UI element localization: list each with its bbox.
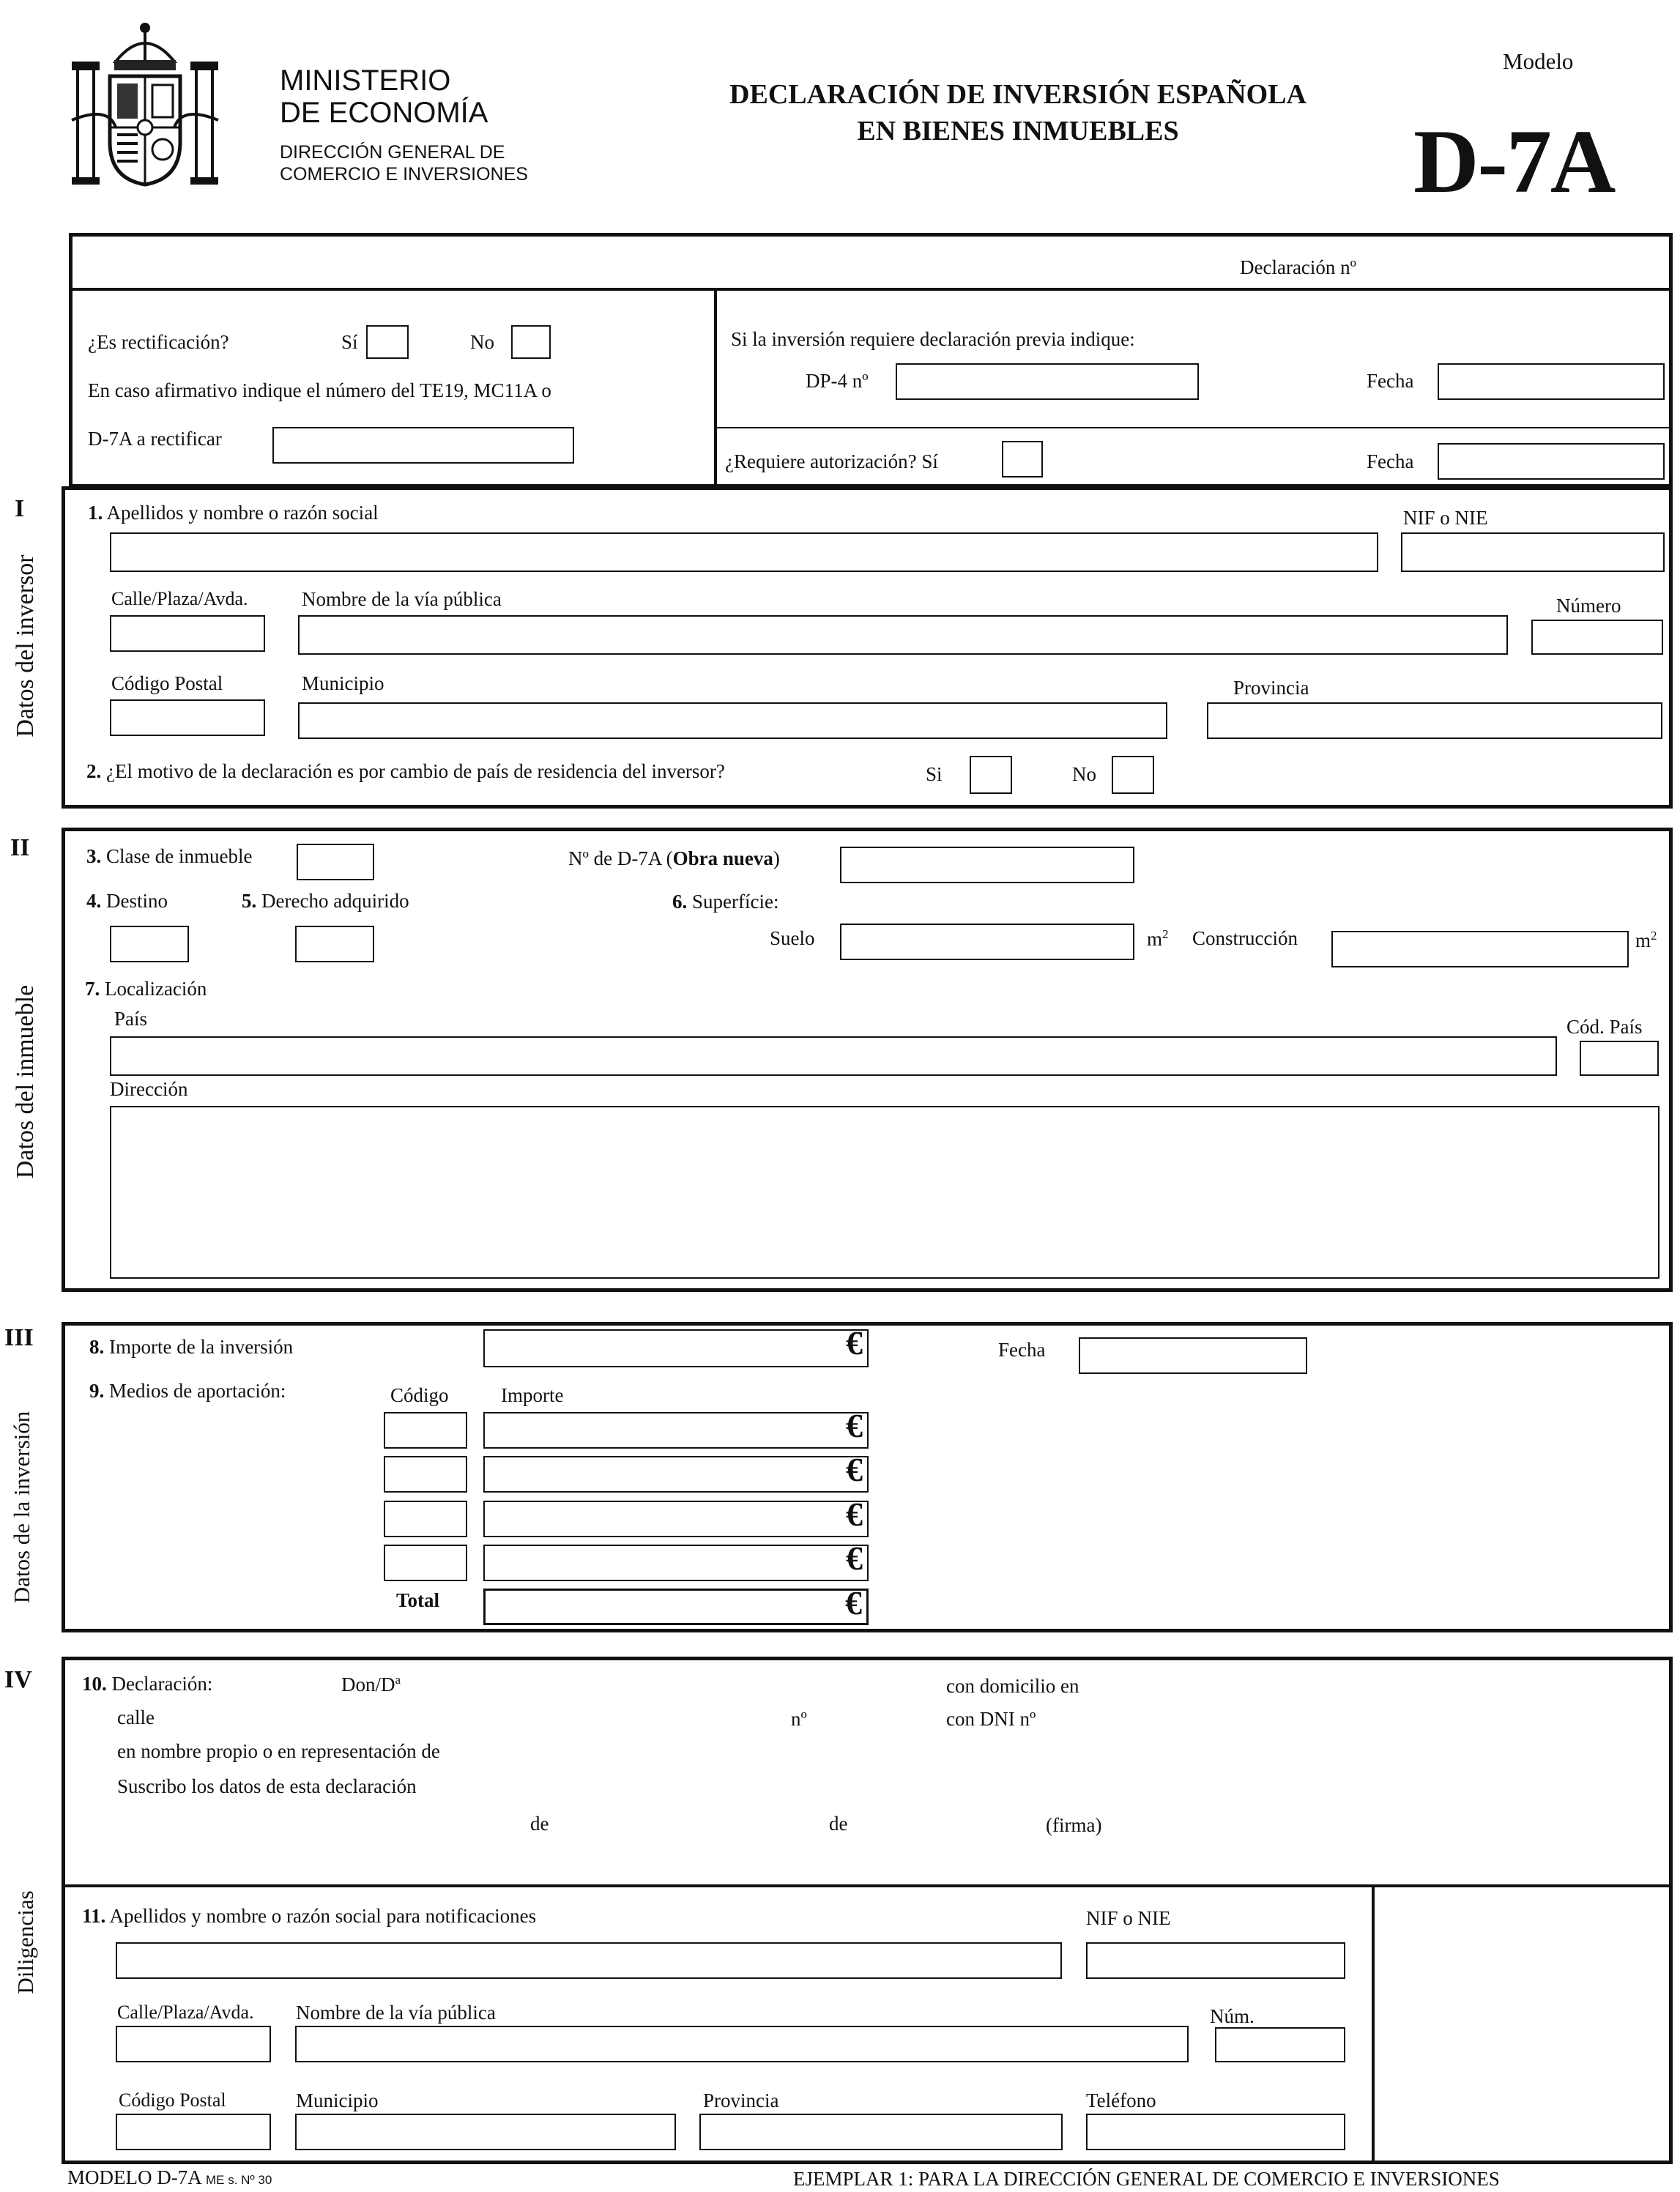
- nif-nie-input[interactable]: [1401, 532, 1665, 572]
- nombre-via-input[interactable]: [298, 615, 1508, 655]
- derecho-adquirido-input[interactable]: [295, 926, 374, 962]
- suelo-unit-m: m: [1147, 928, 1163, 950]
- rectificacion-si-label: Sí: [341, 331, 358, 353]
- codigo-postal-label: Código Postal: [111, 672, 223, 694]
- q2-label: [86, 760, 725, 783]
- municipio-input[interactable]: [298, 702, 1167, 739]
- municipio-label: Municipio: [302, 672, 384, 694]
- top-block-divider: [69, 288, 1673, 291]
- obra-nueva-input[interactable]: [840, 847, 1134, 883]
- footer-modelo: [67, 2166, 272, 2189]
- notif-nombre-via-input[interactable]: [295, 2026, 1189, 2062]
- q5-label: [242, 890, 409, 913]
- q8-text: Importe de la inversión: [109, 1336, 294, 1358]
- q1-label: [88, 502, 379, 524]
- top-block-split: [714, 288, 717, 488]
- directorate-line2: COMERCIO E INVERSIONES: [280, 164, 528, 185]
- form-title: [630, 76, 1406, 149]
- notif-num-label: Núm.: [1210, 2005, 1255, 2027]
- construccion-unit-sup: 2: [1651, 929, 1657, 943]
- importe-inversion-input[interactable]: [483, 1324, 869, 1367]
- footer-ejemplar: EJEMPLAR 1: PARA LA DIRECCIÓN GENERAL DE COMERCIO E INVERSIONES: [793, 2168, 1500, 2190]
- en-nombre-propio-text: en nombre propio o en representación de: [117, 1740, 440, 1762]
- aportacion-importe-input-1[interactable]: [483, 1407, 869, 1449]
- directorate-line1: DIRECCIÓN GENERAL DE: [280, 142, 505, 163]
- q10-number: 10.: [82, 1673, 107, 1695]
- dp4-label: DP-4 nº: [806, 370, 869, 392]
- obra-nueva-label: [568, 847, 780, 870]
- notif-nombre-via-label: Nombre de la vía pública: [296, 2002, 496, 2024]
- don-sup: a: [395, 1673, 401, 1687]
- cod-pais-label: Cód. País: [1566, 1016, 1643, 1038]
- numero-input[interactable]: [1531, 620, 1663, 655]
- requiere-autorizacion-text: ¿Requiere autorización?: [725, 450, 917, 472]
- dp4-fecha-label: Fecha: [1367, 370, 1414, 392]
- obra-nueva-bold: Obra nueva: [672, 847, 773, 869]
- q9-text: Medios de aportación:: [109, 1380, 286, 1402]
- obra-nueva-suffix: ): [773, 847, 780, 869]
- footer-modelo-text: MODELO D-7A: [67, 2166, 201, 2188]
- pais-input[interactable]: [110, 1036, 1557, 1076]
- aportacion-codigo-input-3[interactable]: [384, 1501, 467, 1537]
- q2-si-checkbox[interactable]: [970, 756, 1012, 794]
- numero-short-label: nº: [791, 1708, 807, 1730]
- form-title-line2: EN BIENES INMUEBLES: [857, 116, 1179, 146]
- ministry-line2: DE ECONOMÍA: [280, 97, 488, 129]
- section-iii-number: III: [4, 1324, 34, 1351]
- provincia-label: Provincia: [1233, 677, 1309, 699]
- codigo-postal-input[interactable]: [110, 699, 265, 736]
- si-la-inversion-text: Si la inversión requiere declaración previa indique:: [731, 328, 1135, 350]
- fecha-de-2: de: [829, 1813, 848, 1835]
- con-domicilio-label: con domicilio en: [946, 1675, 1079, 1697]
- q11-number: 11.: [82, 1905, 106, 1927]
- q8-number: 8.: [89, 1336, 105, 1358]
- notif-provincia-input[interactable]: [699, 2114, 1063, 2150]
- en-caso-afirmativo-text: En caso afirmativo indique el número del TE19, MC11A o: [88, 379, 551, 401]
- notif-telefono-label: Teléfono: [1086, 2089, 1156, 2111]
- q9-number: 9.: [89, 1380, 105, 1402]
- section-iv-number: IV: [4, 1666, 32, 1693]
- d7a-rectificar-input[interactable]: [272, 427, 574, 464]
- q7-number: 7.: [85, 978, 100, 1000]
- total-importe-input[interactable]: [483, 1584, 869, 1625]
- clase-inmueble-input[interactable]: [297, 844, 374, 880]
- don-label: [341, 1673, 401, 1696]
- obra-nueva-prefix: Nº de D-7A (: [568, 847, 673, 869]
- rectificacion-no-label: No: [470, 331, 494, 353]
- direccion-label: Dirección: [110, 1078, 188, 1100]
- form-title-line1: DECLARACIÓN DE INVERSIÓN ESPAÑOLA: [729, 79, 1307, 110]
- top-block-right-divider: [714, 427, 1673, 428]
- es-rectificacion-label: ¿Es rectificación?: [88, 331, 229, 353]
- autorizacion-fecha-input[interactable]: [1438, 443, 1665, 480]
- numero-label: Número: [1556, 595, 1621, 617]
- declaracion-no-label: Declaración nº: [1240, 256, 1357, 278]
- section-i-side-label: Datos del inversor: [12, 554, 39, 738]
- ministry-name: [280, 64, 488, 129]
- importe-fecha-input[interactable]: [1079, 1337, 1307, 1374]
- notif-calle-plaza-input[interactable]: [116, 2026, 271, 2062]
- ministry-line1: MINISTERIO: [280, 64, 451, 97]
- euro-icon: €: [846, 1324, 863, 1361]
- q2-si-label: Si: [926, 763, 943, 785]
- total-label: Total: [396, 1589, 440, 1611]
- aportacion-codigo-input-2[interactable]: [384, 1456, 467, 1493]
- q2-number: 2.: [86, 760, 102, 782]
- euro-icon: €: [846, 1539, 863, 1577]
- requiere-autorizacion-checkbox[interactable]: [1002, 441, 1043, 478]
- q6-text: Superfície:: [692, 891, 779, 913]
- q1-text: Apellidos y nombre o razón social: [106, 502, 379, 524]
- nombre-via-label: Nombre de la vía pública: [302, 588, 502, 610]
- section-i-number: I: [15, 495, 25, 522]
- aportacion-importe-input-3[interactable]: [483, 1496, 869, 1537]
- q10-text: Declaración:: [111, 1673, 213, 1695]
- suelo-label: Suelo: [770, 927, 815, 949]
- suelo-unit-sup: 2: [1162, 927, 1169, 941]
- notif-codigo-postal-input[interactable]: [116, 2114, 271, 2150]
- euro-icon: €: [846, 1496, 863, 1533]
- autorizacion-fecha-label: Fecha: [1367, 450, 1414, 472]
- importe-column-header: Importe: [501, 1384, 564, 1406]
- construccion-unit: [1635, 929, 1657, 952]
- don-text: Don/D: [341, 1673, 395, 1695]
- q11-label: [82, 1905, 536, 1928]
- notif-nif-nie-input[interactable]: [1086, 1942, 1345, 1979]
- notif-codigo-postal-label: Código Postal: [119, 2089, 226, 2111]
- calle-plaza-label: Calle/Plaza/Avda.: [111, 588, 248, 609]
- notif-nif-nie-label: NIF o NIE: [1086, 1907, 1171, 1929]
- q3-number: 3.: [86, 845, 102, 867]
- q4-label: [86, 890, 168, 913]
- fecha-de-1: de: [530, 1813, 549, 1835]
- section-ii-side-label: Datos del inmueble: [12, 984, 39, 1179]
- calle-plaza-input[interactable]: [110, 615, 265, 652]
- aportacion-importe-input-2[interactable]: [483, 1451, 869, 1493]
- suscribo-text: Suscribo los datos de esta declaración: [117, 1775, 417, 1797]
- suelo-unit: [1147, 927, 1169, 951]
- q7-text: Localización: [105, 978, 207, 1000]
- importe-fecha-label: Fecha: [998, 1339, 1046, 1361]
- q5-number: 5.: [242, 890, 257, 912]
- q9-label: [89, 1380, 286, 1402]
- notif-telefono-input[interactable]: [1086, 2114, 1345, 2150]
- section-iv-right-column: [1372, 1884, 1375, 2164]
- euro-icon: €: [846, 1451, 863, 1488]
- footer-modelo-small: ME s. Nº 30: [206, 2173, 272, 2187]
- notif-municipio-input[interactable]: [295, 2114, 676, 2150]
- nif-nie-label: NIF o NIE: [1403, 507, 1488, 529]
- q6-number: 6.: [672, 891, 688, 913]
- q1-number: 1.: [88, 502, 103, 524]
- q11-text: Apellidos y nombre o razón social para notificaciones: [109, 1905, 537, 1927]
- cod-pais-input[interactable]: [1580, 1041, 1659, 1076]
- euro-icon: €: [846, 1407, 863, 1444]
- q10-label: [82, 1673, 212, 1695]
- section-ii-number: II: [10, 834, 30, 861]
- modelo-code: D-7A: [1413, 111, 1615, 212]
- notif-num-input[interactable]: [1215, 2027, 1345, 2062]
- apellidos-nombre-input[interactable]: [110, 532, 1378, 572]
- coat-of-arms-icon: [64, 18, 226, 189]
- rectificacion-no-checkbox[interactable]: [511, 325, 551, 359]
- firma-label: (firma): [1046, 1814, 1102, 1836]
- rectificacion-si-checkbox[interactable]: [366, 325, 409, 359]
- provincia-input[interactable]: [1207, 702, 1662, 739]
- modelo-label: Modelo: [1503, 48, 1574, 74]
- notif-calle-plaza-label: Calle/Plaza/Avda.: [117, 2002, 254, 2023]
- q3-text: Clase de inmueble: [106, 845, 253, 867]
- q2-text: ¿El motivo de la declaración es por cambio de país de residencia del inversor?: [106, 760, 725, 782]
- q6-label: [672, 891, 778, 913]
- q3-label: [86, 845, 252, 868]
- codigo-column-header: Código: [390, 1384, 449, 1406]
- q4-number: 4.: [86, 890, 102, 912]
- aportacion-codigo-input-4[interactable]: [384, 1545, 467, 1581]
- d7a-rectificar-label: D-7A a rectificar: [88, 428, 222, 450]
- dp4-input[interactable]: [896, 363, 1199, 400]
- q5-text: Derecho adquirido: [261, 890, 409, 912]
- q8-label: [89, 1336, 293, 1359]
- section-iii-side-label: Datos de la inversión: [9, 1411, 34, 1604]
- requiere-autorizacion-label: [725, 450, 938, 473]
- aportacion-importe-input-4[interactable]: [483, 1539, 869, 1581]
- section-iv-divider: [62, 1884, 1673, 1887]
- directorate-name: [280, 141, 528, 185]
- calle-label: calle: [117, 1706, 155, 1728]
- q4-text: Destino: [106, 890, 168, 912]
- dp4-fecha-input[interactable]: [1438, 363, 1665, 400]
- euro-icon: €: [845, 1584, 862, 1621]
- construccion-unit-m: m: [1635, 929, 1651, 951]
- construccion-label: Construcción: [1192, 927, 1298, 949]
- con-dni-label: con DNI nº: [946, 1708, 1036, 1730]
- section-iv-side-label: Diligencias: [12, 1890, 38, 1994]
- notif-municipio-label: Municipio: [296, 2089, 379, 2111]
- pais-label: País: [114, 1008, 148, 1030]
- direccion-input[interactable]: [110, 1106, 1659, 1279]
- notif-provincia-label: Provincia: [703, 2089, 779, 2111]
- aportacion-codigo-input-1[interactable]: [384, 1412, 467, 1449]
- notif-apellidos-input[interactable]: [116, 1942, 1062, 1979]
- q2-no-checkbox[interactable]: [1112, 756, 1154, 794]
- q2-no-label: No: [1072, 763, 1096, 785]
- construccion-input[interactable]: [1331, 931, 1629, 967]
- requiere-autorizacion-si: Sí: [921, 450, 938, 472]
- q7-label: [85, 978, 207, 1000]
- suelo-input[interactable]: [840, 924, 1134, 960]
- destino-input[interactable]: [110, 926, 189, 962]
